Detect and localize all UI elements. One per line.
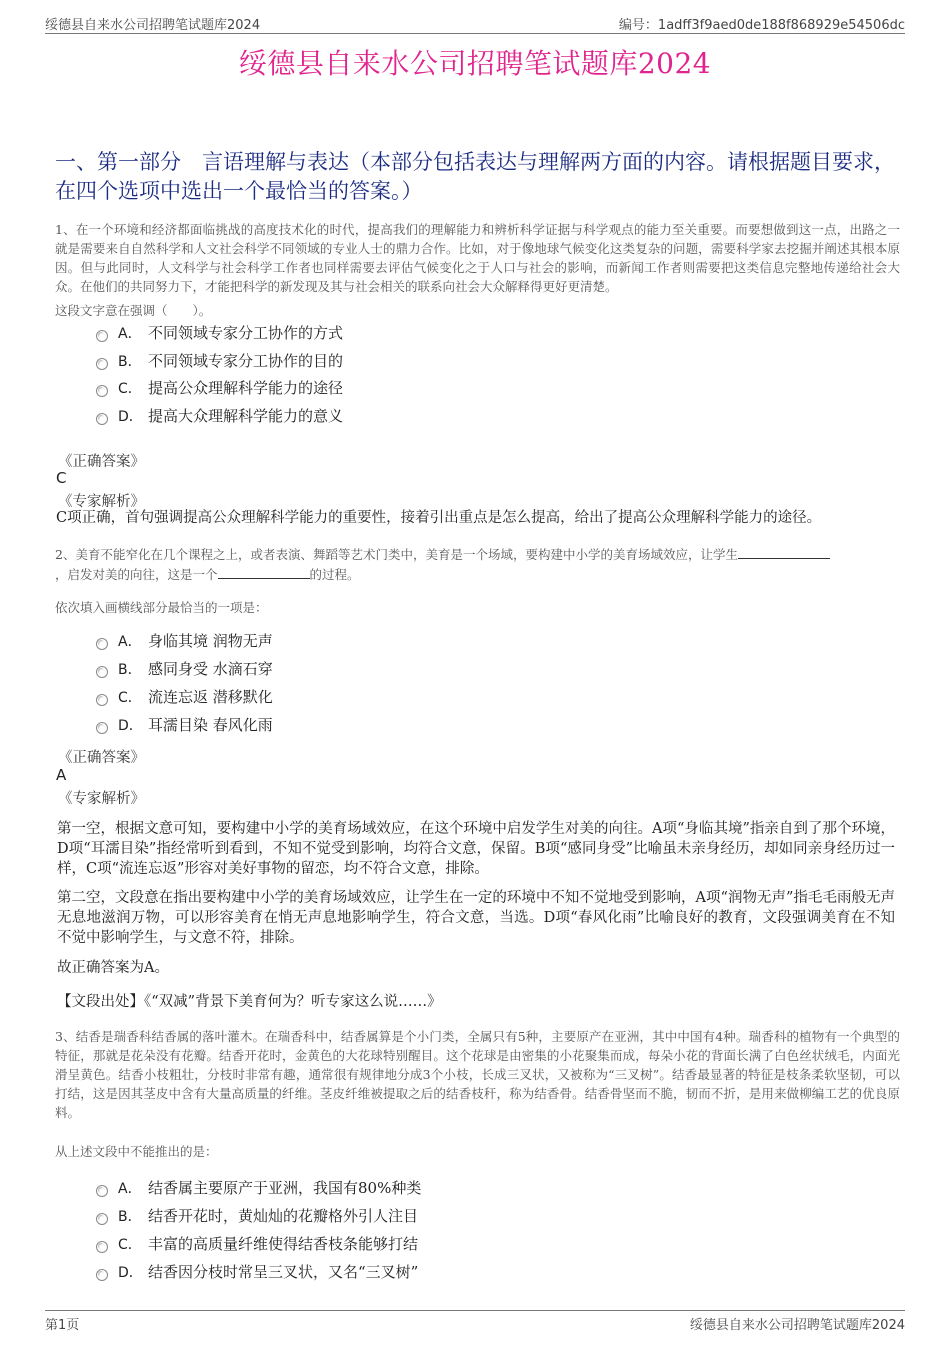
radio-icon[interactable]	[96, 1269, 108, 1281]
q3-option-b[interactable]: B． 结香开花时，黄灿灿的花瓣格外引人注目	[96, 1205, 418, 1227]
q1-answer: C	[56, 469, 67, 487]
fill-blank-1	[738, 546, 830, 559]
footer-rule	[45, 1310, 905, 1311]
q2-prompt: 依次填入画横线部分最恰当的一项是：	[55, 600, 268, 615]
q1-option-a[interactable]: A． 不同领域专家分工协作的方式	[96, 322, 343, 344]
q3-text: 3、结香是瑞香科结香属的落叶灌木。在瑞香科中，结香属算是个小门类，全属只有5种，主要原产在亚洲，其中中国有4种。瑞香科的植物有一个典型的特征，那就是花朵没有花瓣。结香开花时，金黄色的大花球特别醒目。这个花球是由密集的小花聚集而成，每朵小花的背面长满了白色丝状绒毛，内面光滑呈黄色。结香小枝粗壮，分枝时非常有趣，通常很有规律地分成3个小枝，长成三叉状，又被称为“三叉树”。结香最显著的特征是枝条柔软坚韧，可以打结，这是因其茎皮中含有大量高质量的纤维。茎皮纤维被提取之后的结香枝秆，称为结香骨。结香骨坚而不脆，韧而不折，是用来做柳编工艺的优良原料。	[55, 1029, 900, 1120]
q1-option-b[interactable]: B． 不同领域专家分工协作的目的	[96, 350, 343, 372]
radio-icon[interactable]	[96, 722, 108, 734]
q2-answer-label: 《正确答案》	[58, 750, 145, 766]
q2-option-d[interactable]: D． 耳濡目染 春风化雨	[96, 714, 273, 736]
radio-icon[interactable]	[96, 638, 108, 650]
q2-analysis-p2: 第二空，文段意在指出要构建中小学的美育场域效应，让学生在一定的环境中不知不觉地受到影响，A项“润物无声”指毛毛雨般无声无息地滋润万物，可以形容美育在悄无声息地影响学生，符合文意，当选。D项“春风化雨”比喻良好的教育，文段强调美育在不知不觉中影响学生，与文意不符，排除。	[57, 890, 895, 946]
q2-answer: A	[56, 766, 67, 784]
q1-answer-label: 《正确答案》	[58, 454, 145, 470]
page-title: 绥德县自来水公司招聘笔试题库2024	[238, 47, 712, 80]
header-doc-id: 编号：1adff3f9aed0de188f868929e54506dc	[618, 18, 905, 33]
q3-option-c[interactable]: C． 丰富的高质量纤维使得结香枝条能够打结	[96, 1233, 418, 1255]
q2-option-a[interactable]: A． 身临其境 润物无声	[96, 630, 273, 652]
q2-option-c[interactable]: C． 流连忘返 潜移默化	[96, 686, 273, 708]
radio-icon[interactable]	[96, 385, 108, 397]
q3-option-a[interactable]: A． 结香属主要原产于亚洲，我国有80%种类	[96, 1177, 421, 1199]
q2-analysis-label: 《专家解析》	[58, 791, 145, 807]
radio-icon[interactable]	[96, 1213, 108, 1225]
q3-option-d[interactable]: D． 结香因分枝时常呈三叉状，又名“三叉树”	[96, 1261, 418, 1283]
q2-analysis-p1: 第一空，根据文意可知，要构建中小学的美育场域效应，在这个环境中启发学生对美的向往。A项“身临其境”指亲自到了那个环境，D项“耳濡目染”指经常听到看到，不知不觉受到影响，均符合文意，保留。B项“感同身受”比喻虽未亲身经历，却如同亲身经历过一样，C项“流连忘返”形容对美好事物的留恋，均不符合文意，排除。	[57, 821, 895, 877]
radio-icon[interactable]	[96, 666, 108, 678]
q2-option-b[interactable]: B． 感同身受 水滴石穿	[96, 658, 273, 680]
header-doc-title: 绥德县自来水公司招聘笔试题库2024	[45, 18, 261, 33]
radio-icon[interactable]	[96, 1185, 108, 1197]
q2-analysis-p3: 故正确答案为A。	[57, 960, 169, 976]
radio-icon[interactable]	[96, 330, 108, 342]
q1-prompt: 这段文字意在强调（ ）。	[55, 303, 212, 318]
fill-blank-2	[218, 566, 310, 579]
radio-icon[interactable]	[96, 694, 108, 706]
radio-icon[interactable]	[96, 413, 108, 425]
q2-text: 2、美育不能窄化在几个课程之上，或者表演、舞蹈等艺术门类中，美育是一个场域，要构建中小学的美育场域效应，让学生 ，启发对美的向往，这是一个 的过程。	[55, 545, 900, 585]
radio-icon[interactable]	[96, 358, 108, 370]
q1-option-c[interactable]: C． 提高公众理解科学能力的途径	[96, 377, 343, 399]
q3-prompt: 从上述文段中不能推出的是：	[55, 1144, 218, 1159]
q1-analysis-label: 《专家解析》	[58, 494, 145, 510]
q1-analysis: C项正确，首句强调提高公众理解科学能力的重要性，接着引出重点是怎么提高，给出了提高公众理解科学能力的途径。	[56, 510, 822, 526]
radio-icon[interactable]	[96, 1241, 108, 1253]
q1-option-d[interactable]: D． 提高大众理解科学能力的意义	[96, 405, 343, 427]
header-rule	[45, 33, 905, 34]
footer-doc-title: 绥德县自来水公司招聘笔试题库2024	[689, 1318, 905, 1333]
section-title: 一、第一部分 言语理解与表达（本部分包括表达与理解两方面的内容。请根据题目要求，在四个选项中选出一个最恰当的答案。）	[55, 150, 895, 203]
q1-text: 1、在一个环境和经济都面临挑战的高度技术化的时代，提高我们的理解能力和辨析科学证据与科学观点的能力至关重要。而要想做到这一点，出路之一就是需要来自自然科学和人文社会科学不同领域的专业人士的鼎力合作。比如，对于像地球气候变化这类复杂的问题，需要科学家去挖掘并阐述其根本原因。但与此同时，人文科学与社会科学工作者也同样需要去评估气候变化之于人口与社会的影响，而新闻工作者则需要把这类信息完整地传递给社会大众。在他们的共同努力下，才能把科学的新发现及其与社会相关的联系向社会大众解释得更好更清楚。	[55, 222, 900, 294]
q2-source: 【文段出处】《“双减”背景下美育何为？听专家这么说……》	[57, 994, 442, 1010]
footer-page-number: 第1页	[45, 1318, 80, 1333]
